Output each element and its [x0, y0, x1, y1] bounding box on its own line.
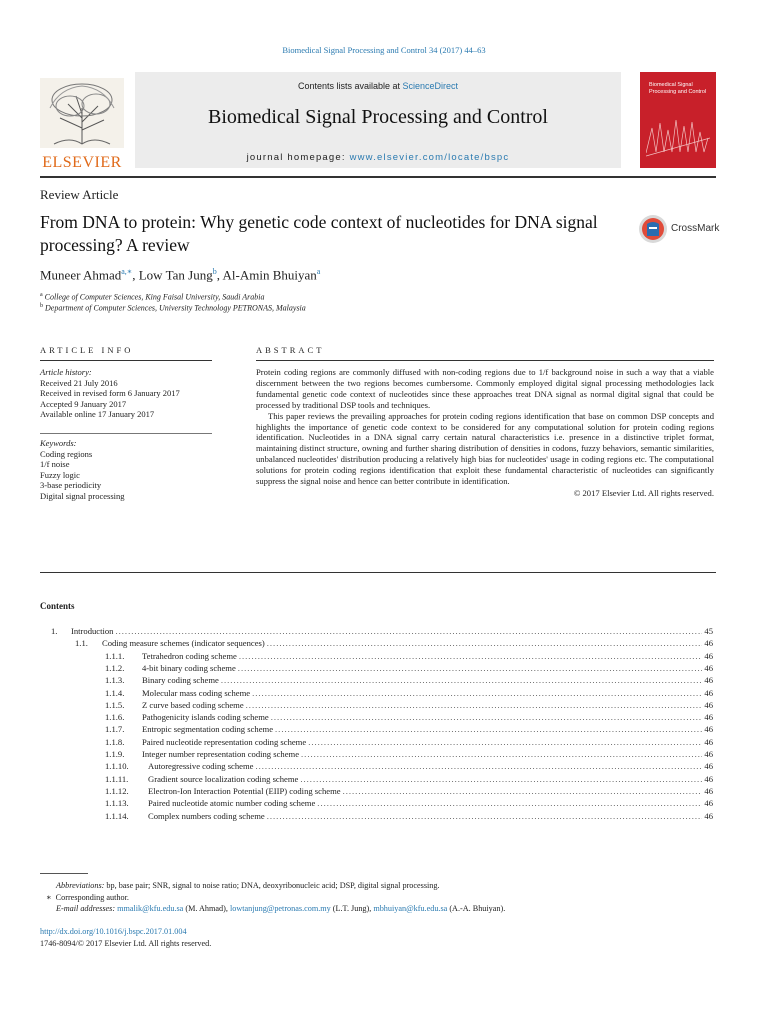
toc-label[interactable]: 4-bit binary coding scheme	[142, 662, 236, 673]
toc-entry[interactable]	[105, 774, 713, 786]
publisher-name: ELSEVIER	[42, 154, 122, 171]
toc-page-number[interactable]: 46	[704, 675, 713, 686]
cover-title: Biomedical Signal Processing and Control	[649, 82, 707, 95]
history-item: Accepted 9 January 2017	[40, 398, 127, 409]
toc-page-number[interactable]: 46	[704, 785, 713, 796]
keyword: Coding regions	[40, 448, 93, 459]
toc-label[interactable]: Pathogenicity islands coding scheme	[142, 712, 269, 723]
corresponding-text: Corresponding author.	[55, 892, 129, 902]
tree-icon	[40, 78, 124, 148]
author-marks[interactable]: b	[212, 267, 217, 276]
toc-leader	[308, 737, 702, 747]
history-label: Article history:	[40, 367, 92, 377]
toc-label[interactable]: Complex numbers coding scheme	[148, 810, 265, 821]
toc-leader	[275, 724, 702, 734]
email-link[interactable]: mmalik@kfu.edu.sa	[117, 904, 184, 914]
affiliation-text: College of Computer Sciences, King Faisal University, Saudi Arabia	[44, 292, 265, 302]
abstract-heading: ABSTRACT	[256, 345, 325, 355]
toc-entry[interactable]	[105, 724, 713, 736]
toc-leader	[271, 712, 703, 722]
doi-link[interactable]: http://dx.doi.org/10.1016/j.bspc.2017.01.004	[40, 927, 187, 936]
homepage-prefix: journal homepage:	[246, 152, 350, 163]
toc-entry[interactable]	[105, 749, 713, 761]
toc-number: 1.1.13.	[105, 798, 129, 809]
toc-page-number[interactable]: 46	[704, 773, 713, 784]
toc-page-number[interactable]: 46	[704, 638, 713, 649]
contents-prefix: Contents lists available at	[297, 81, 403, 91]
keywords-block	[40, 438, 212, 501]
author-marks[interactable]: a,∗	[121, 267, 133, 276]
journal-homepage-line	[135, 152, 621, 163]
toc-page-number[interactable]: 46	[704, 687, 713, 698]
toc-leader	[115, 626, 702, 636]
contents-heading: Contents	[40, 601, 75, 611]
abbreviations-note	[40, 880, 720, 892]
toc-leader	[317, 798, 702, 808]
abbreviations-label: Abbreviations:	[56, 881, 105, 890]
toc-page-number[interactable]: 46	[704, 712, 713, 723]
toc-label[interactable]: Introduction	[71, 626, 114, 636]
article-history	[40, 367, 212, 420]
journal-banner	[135, 72, 621, 168]
toc-label[interactable]: Binary coding scheme	[142, 675, 219, 686]
email-owner: (A.-A. Bhuiyan).	[447, 904, 506, 914]
keyword: 1/f noise	[40, 459, 70, 469]
toc-number: 1.1.7.	[105, 724, 125, 735]
article-title: From DNA to protein: Why genetic code context of nucleotides for DNA signal processing? A review	[40, 212, 598, 255]
homepage-link[interactable]: www.elsevier.com/locate/bspc	[349, 152, 510, 163]
toc-page-number[interactable]: 46	[704, 699, 713, 710]
toc-leader	[267, 811, 703, 821]
email-link[interactable]: lowtanjung@petronas.com.my	[229, 904, 331, 914]
toc-leader	[300, 774, 702, 784]
affiliation-mark: a	[40, 292, 43, 298]
footnote-rule	[40, 873, 88, 874]
toc-leader	[221, 675, 703, 685]
toc-label[interactable]: Paired nucleotide representation coding scheme	[142, 736, 307, 747]
toc-label[interactable]: Coding measure schemes (indicator sequences)	[102, 638, 265, 649]
doi-block	[40, 926, 211, 949]
corresponding-note	[40, 892, 720, 904]
history-item: Available online 17 January 2017	[40, 409, 155, 419]
abstract-paragraph: Protein coding regions are commonly diffused with non-coding regions due to 1/f background noise in such a way that a viable discernment between the two regions becomes cumbersome. Commonly employed digital signal processing methodologies lack fundamental genetic code context of nucleotides since these approaches treat DNA signal as normal digital signal that could be processed by traditional DSP tools and techniques.	[256, 367, 714, 410]
toc-page-number[interactable]: 46	[704, 650, 713, 661]
cover-graphic-icon	[646, 108, 710, 158]
history-item: Received 21 July 2016	[40, 377, 118, 388]
toc-page-number[interactable]: 46	[704, 662, 713, 673]
keyword: 3-base periodicity	[40, 480, 102, 490]
toc-leader	[343, 786, 703, 796]
toc-label[interactable]: Autoregressive coding scheme	[148, 761, 254, 772]
toc-entry[interactable]	[105, 651, 713, 663]
elsevier-logo[interactable]	[40, 78, 124, 171]
toc-number: 1.1.1.	[105, 650, 125, 661]
toc-page-number[interactable]: 45	[704, 626, 713, 636]
affiliation-text: Department of Computer Sciences, University Technology PETRONAS, Malaysia	[45, 303, 306, 313]
journal-citation[interactable]: Biomedical Signal Processing and Control 34 (2017) 44–63	[282, 45, 486, 55]
toc-number: 1.1.2.	[105, 662, 125, 673]
toc-entry[interactable]	[105, 663, 713, 675]
affiliation	[40, 303, 306, 313]
toc-entry[interactable]	[105, 712, 713, 724]
toc-label[interactable]: Gradient source localization coding scheme	[148, 773, 299, 784]
abstract-body	[256, 367, 714, 499]
toc-number: 1.1.9.	[105, 749, 125, 759]
toc-entry[interactable]	[105, 811, 713, 823]
email-link[interactable]: mbhuiyan@kfu.edu.sa	[373, 904, 448, 914]
header-divider	[40, 176, 716, 178]
toc-entry[interactable]	[75, 638, 713, 650]
article-info-heading: ARTICLE INFO	[40, 345, 134, 355]
affiliation-mark: b	[40, 303, 43, 309]
author-list: Muneer Ahmad$^{a,∗}$, Low Tan Jung$^b$, Al-Amin Bhuiyan$^a$	[40, 267, 321, 283]
email-owner: (L.T. Jung),	[330, 904, 374, 914]
toc-leader	[252, 688, 702, 698]
email-note	[40, 903, 720, 915]
toc-page-number[interactable]: 46	[704, 761, 713, 772]
toc-number: 1.1.12.	[105, 785, 129, 796]
toc-page-number[interactable]: 46	[704, 749, 713, 759]
keyword: Fuzzy logic	[40, 469, 80, 480]
author-name[interactable]: Low Tan Jung	[138, 267, 213, 283]
contents-available-line	[135, 81, 621, 91]
toc-leader	[246, 700, 703, 710]
toc-label[interactable]: Integer number representation coding scheme	[142, 749, 300, 759]
toc-label[interactable]: Z curve based coding scheme	[142, 699, 244, 710]
toc-label[interactable]: Paired nucleotide atomic number coding scheme	[148, 798, 316, 809]
toc-number: 1.1.3.	[105, 675, 125, 686]
toc-label[interactable]: Molecular mass coding scheme	[142, 687, 251, 698]
article-type: Review Article	[40, 187, 119, 202]
affiliation	[40, 292, 265, 302]
toc-entry[interactable]	[105, 798, 713, 810]
issn-copyright: 1746-8094/© 2017 Elsevier Ltd. All rights reserved.	[40, 938, 212, 948]
toc-number: 1.1.14.	[105, 810, 129, 821]
toc-leader	[239, 651, 703, 661]
footnotes	[40, 880, 720, 915]
toc-number: 1.1.	[75, 638, 88, 649]
keyword: Digital signal processing	[40, 490, 125, 501]
toc-entry[interactable]	[105, 761, 713, 773]
crossmark-label: CrossMark	[671, 223, 720, 234]
toc-page-number[interactable]: 46	[704, 810, 713, 821]
journal-header	[40, 72, 716, 171]
toc-page-number[interactable]: 46	[704, 736, 713, 747]
crossmark-icon	[638, 214, 668, 244]
author-name[interactable]: Muneer Ahmad	[40, 267, 122, 283]
toc-number: 1.1.5.	[105, 699, 125, 710]
toc-number: 1.1.11.	[105, 773, 129, 784]
toc-leader	[255, 761, 702, 771]
toc-entry[interactable]	[105, 688, 713, 700]
toc-number: 1.	[51, 626, 58, 636]
toc-page-number[interactable]: 46	[704, 798, 713, 809]
keywords-label: Keywords:	[40, 438, 77, 448]
abstract-bottom-rule	[40, 572, 716, 573]
toc-number: 1.1.8.	[105, 736, 125, 747]
toc-label[interactable]: Entropic segmentation coding scheme	[142, 724, 274, 735]
toc-entry[interactable]	[51, 626, 713, 638]
abstract-rule	[256, 360, 714, 361]
toc-page-number[interactable]: 46	[704, 724, 713, 735]
article-info-rule	[40, 360, 212, 361]
sciencedirect-link[interactable]: ScienceDirect	[402, 81, 459, 91]
journal-cover-thumbnail[interactable]	[640, 72, 716, 168]
toc-label[interactable]: Tetrahedron coding scheme	[142, 650, 237, 661]
journal-title: Biomedical Signal Processing and Control	[208, 106, 548, 128]
toc-entry[interactable]	[105, 737, 713, 749]
toc-label[interactable]: Electron-Ion Interaction Potential (EIIP) coding scheme	[148, 785, 341, 796]
email-owner: (M. Ahmad),	[183, 904, 230, 914]
author-name[interactable]: Al-Amin Bhuiyan	[222, 267, 317, 283]
crossmark-badge[interactable]	[638, 214, 718, 246]
abstract-copyright: © 2017 Elsevier Ltd. All rights reserved.	[573, 487, 714, 498]
toc-leader	[267, 638, 703, 648]
toc-number: 1.1.10.	[105, 761, 129, 772]
toc-entry[interactable]	[105, 786, 713, 798]
toc-number: 1.1.6.	[105, 712, 125, 723]
toc-number: 1.1.4.	[105, 687, 125, 698]
toc-leader	[301, 749, 702, 759]
abstract-paragraph: This paper reviews the prevailing approaches for protein coding regions identification that base on common DSP concepts and highlights the importance of genetic code context to be considered for any computational solution for protein coding regions identification. Nucleotides in a DNA signal carry certain natural characteristics i.e. presence in a distinctive triplet format, maintaining distinct structure, owning and further sharing distribution of densities in codons, fuzzy behaviors, semantic similarities, unbalanced nucleotides' distribution producing a relatively high bias for nucleotides' usage in coding regions etc. The computational solutions for protein coding regions identification that exploit these fundamental characteristic of nucleotides can significantly suppress the signal noise and hence can better contribute in identification.	[256, 410, 714, 487]
toc-entry[interactable]	[105, 700, 713, 712]
author-marks[interactable]: a	[316, 267, 321, 276]
toc-entry[interactable]	[105, 675, 713, 687]
email-label: E-mail addresses:	[56, 904, 116, 914]
info-divider	[40, 433, 212, 434]
history-item: Received in revised form 6 January 2017	[40, 388, 180, 398]
corresponding-mark: ∗	[46, 892, 52, 902]
abbreviations-text: bp, base pair; SNR, signal to noise ratio; DNA, deoxyribonucleic acid; DSP, digital signal processing.	[104, 881, 440, 890]
toc-leader	[238, 663, 703, 673]
